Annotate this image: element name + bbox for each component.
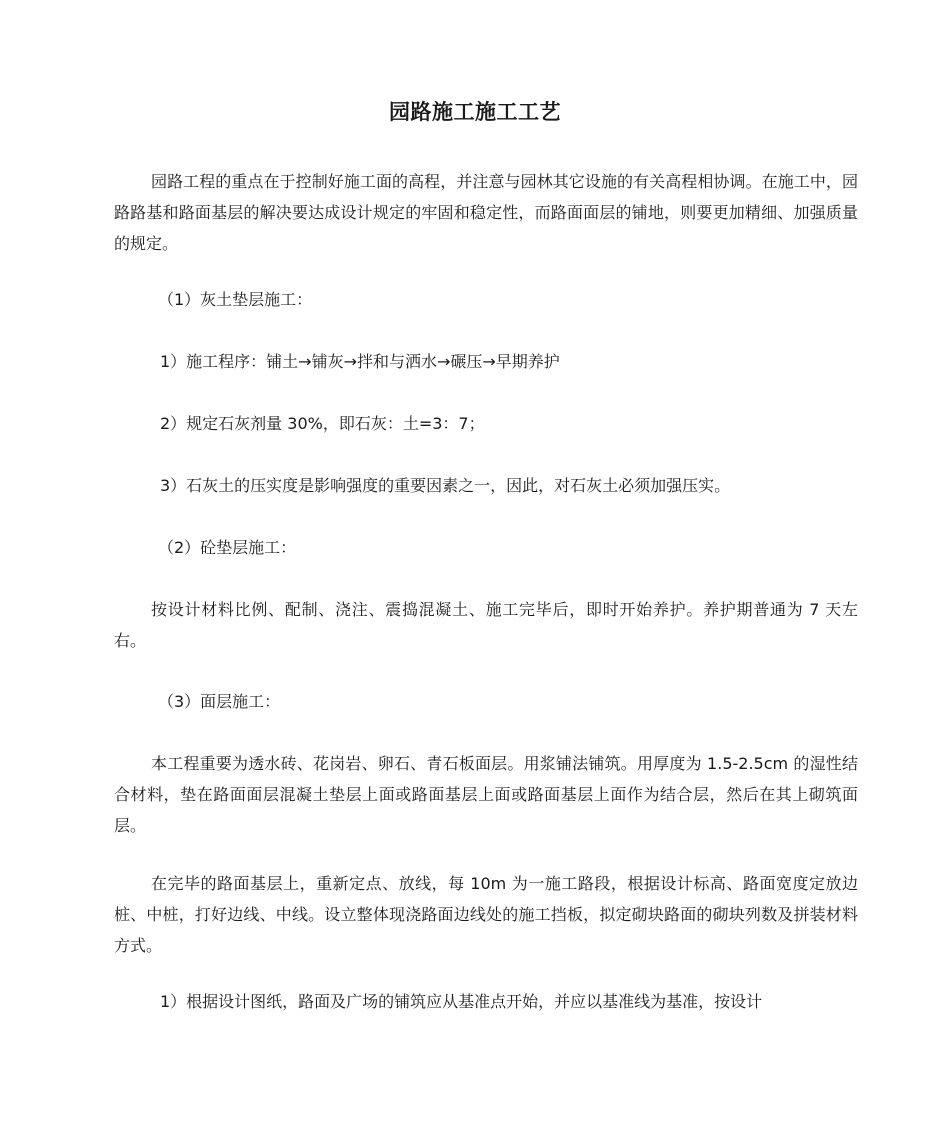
- list-item-lime-dosage: 2）规定石灰剂量 30%，即石灰：土=3：7；: [160, 414, 485, 433]
- list-item-design-drawings: 1）根据设计图纸，路面及广场的铺筑应从基准点开始，并应以基准线为基准，按设计: [160, 992, 763, 1011]
- paragraph-concrete: 按设计材料比例、配制、浇注、震捣混凝土、施工完毕后，即时开始养护。养护期普通为 7 天左右。: [114, 600, 858, 650]
- list-item-compaction: 3）石灰土的压实度是影响强度的重要因素之一，因此，对石灰土必须加强压实。: [160, 476, 731, 495]
- paragraph-layout: 在完毕的路面基层上，重新定点、放线，每 10m 为一施工路段，根据设计标高、路面宽度定放边桩、中桩，打好边线、中线。设立整体现浇路面边线处的施工挡板，拟定砌块路面的砌块列数及拼装材料方式。: [114, 874, 858, 955]
- list-item-procedure: 1）施工程序：铺土→铺灰→拌和与洒水→碾压→早期养护: [160, 352, 560, 371]
- section-heading-concrete: （2）砼垫层施工：: [158, 538, 297, 557]
- section-heading-surface: （3）面层施工：: [158, 692, 281, 711]
- document-title: 园路施工施工工艺: [389, 100, 561, 124]
- paragraph-surface-materials: 本工程重要为透水砖、花岗岩、卵石、青石板面层。用浆铺法铺筑。用厚度为 1.5-2.5cm 的湿性结合材料，垫在路面面层混凝土垫层上面或路面基层上面或路面基层上面作为结合层，然后在其上砌筑面层。: [114, 754, 858, 835]
- paragraph-intro: 园路工程的重点在于控制好施工面的高程，并注意与园林其它设施的有关高程相协调。在施工中，园路路基和路面基层的解决要达成设计规定的牢固和稳定性，而路面面层的铺地，则要更加精细、加强质量的规定。: [114, 172, 858, 253]
- section-heading-lime-soil: （1）灰土垫层施工：: [158, 290, 313, 309]
